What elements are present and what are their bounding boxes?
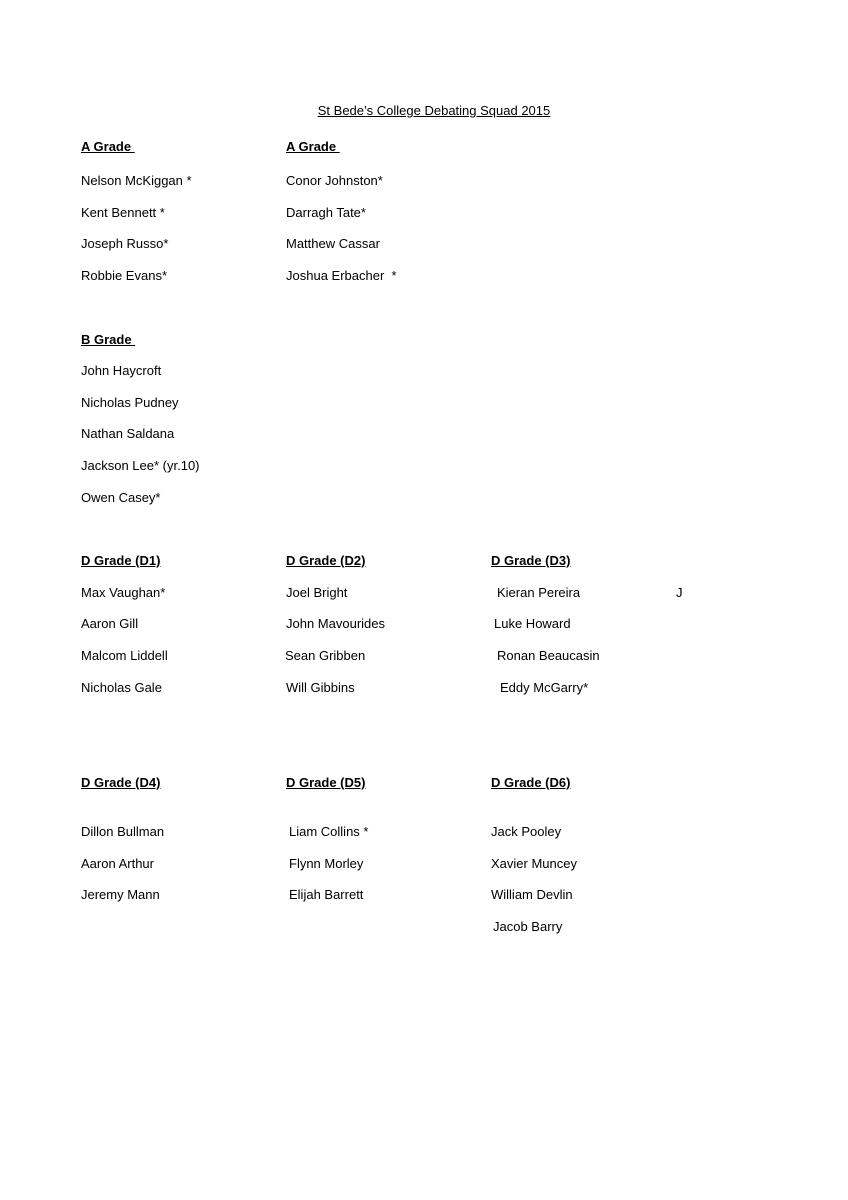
name-item: Owen Casey*: [81, 490, 161, 505]
name-item: Malcom Liddell: [81, 648, 168, 663]
name-item: Will Gibbins: [286, 680, 355, 695]
name-item: Xavier Muncey: [491, 856, 577, 871]
heading-b-grade: B Grade: [81, 332, 136, 347]
heading-d-grade-d3: D Grade (D3): [491, 553, 571, 568]
heading-d-grade-d5: D Grade (D5): [286, 775, 366, 790]
name-item: Nicholas Pudney: [81, 395, 179, 410]
name-item: Jack Pooley: [491, 824, 562, 839]
name-item: Eddy McGarry*: [500, 680, 589, 695]
name-item: Kieran Pereira: [497, 585, 581, 600]
name-item: Luke Howard: [494, 616, 571, 631]
heading-d-grade-d4: D Grade (D4): [81, 775, 161, 790]
name-item: Joshua Erbacher *: [286, 268, 397, 283]
name-item: Max Vaughan*: [81, 585, 166, 600]
name-item: John Mavourides: [286, 616, 385, 631]
name-item: Nelson McKiggan *: [81, 173, 192, 188]
name-item: Dillon Bullman: [81, 824, 165, 839]
name-item: Elijah Barrett: [289, 887, 364, 902]
document-title: St Bede’s College Debating Squad 2015: [317, 103, 551, 118]
name-item: Liam Collins *: [289, 824, 369, 839]
heading-a-grade-2: A Grade: [286, 139, 340, 154]
name-item: Jacob Barry: [493, 919, 563, 934]
stray-mark: J: [676, 585, 683, 600]
name-item: Darragh Tate*: [286, 205, 366, 220]
name-item: Nathan Saldana: [81, 426, 175, 441]
name-item: William Devlin: [491, 887, 573, 902]
name-item: Joseph Russo*: [81, 236, 169, 251]
name-item: Kent Bennett *: [81, 205, 165, 220]
name-item: John Haycroft: [81, 363, 162, 378]
name-item: Joel Bright: [286, 585, 348, 600]
name-item: Sean Gribben: [285, 648, 366, 663]
name-item: Aaron Arthur: [81, 856, 154, 871]
heading-d-grade-d2: D Grade (D2): [286, 553, 366, 568]
name-item: Nicholas Gale: [81, 680, 162, 695]
heading-d-grade-d6: D Grade (D6): [491, 775, 571, 790]
name-item: Flynn Morley: [289, 856, 364, 871]
name-item: Conor Johnston*: [286, 173, 383, 188]
name-item: Matthew Cassar: [286, 236, 380, 251]
heading-d-grade-d1: D Grade (D1): [81, 553, 161, 568]
name-item: Robbie Evans*: [81, 268, 167, 283]
name-item: Aaron Gill: [81, 616, 139, 631]
name-item: Jackson Lee* (yr.10): [81, 458, 200, 473]
name-item: Jeremy Mann: [81, 887, 160, 902]
heading-a-grade-1: A Grade: [81, 139, 135, 154]
name-item: Ronan Beaucasin: [497, 648, 600, 663]
